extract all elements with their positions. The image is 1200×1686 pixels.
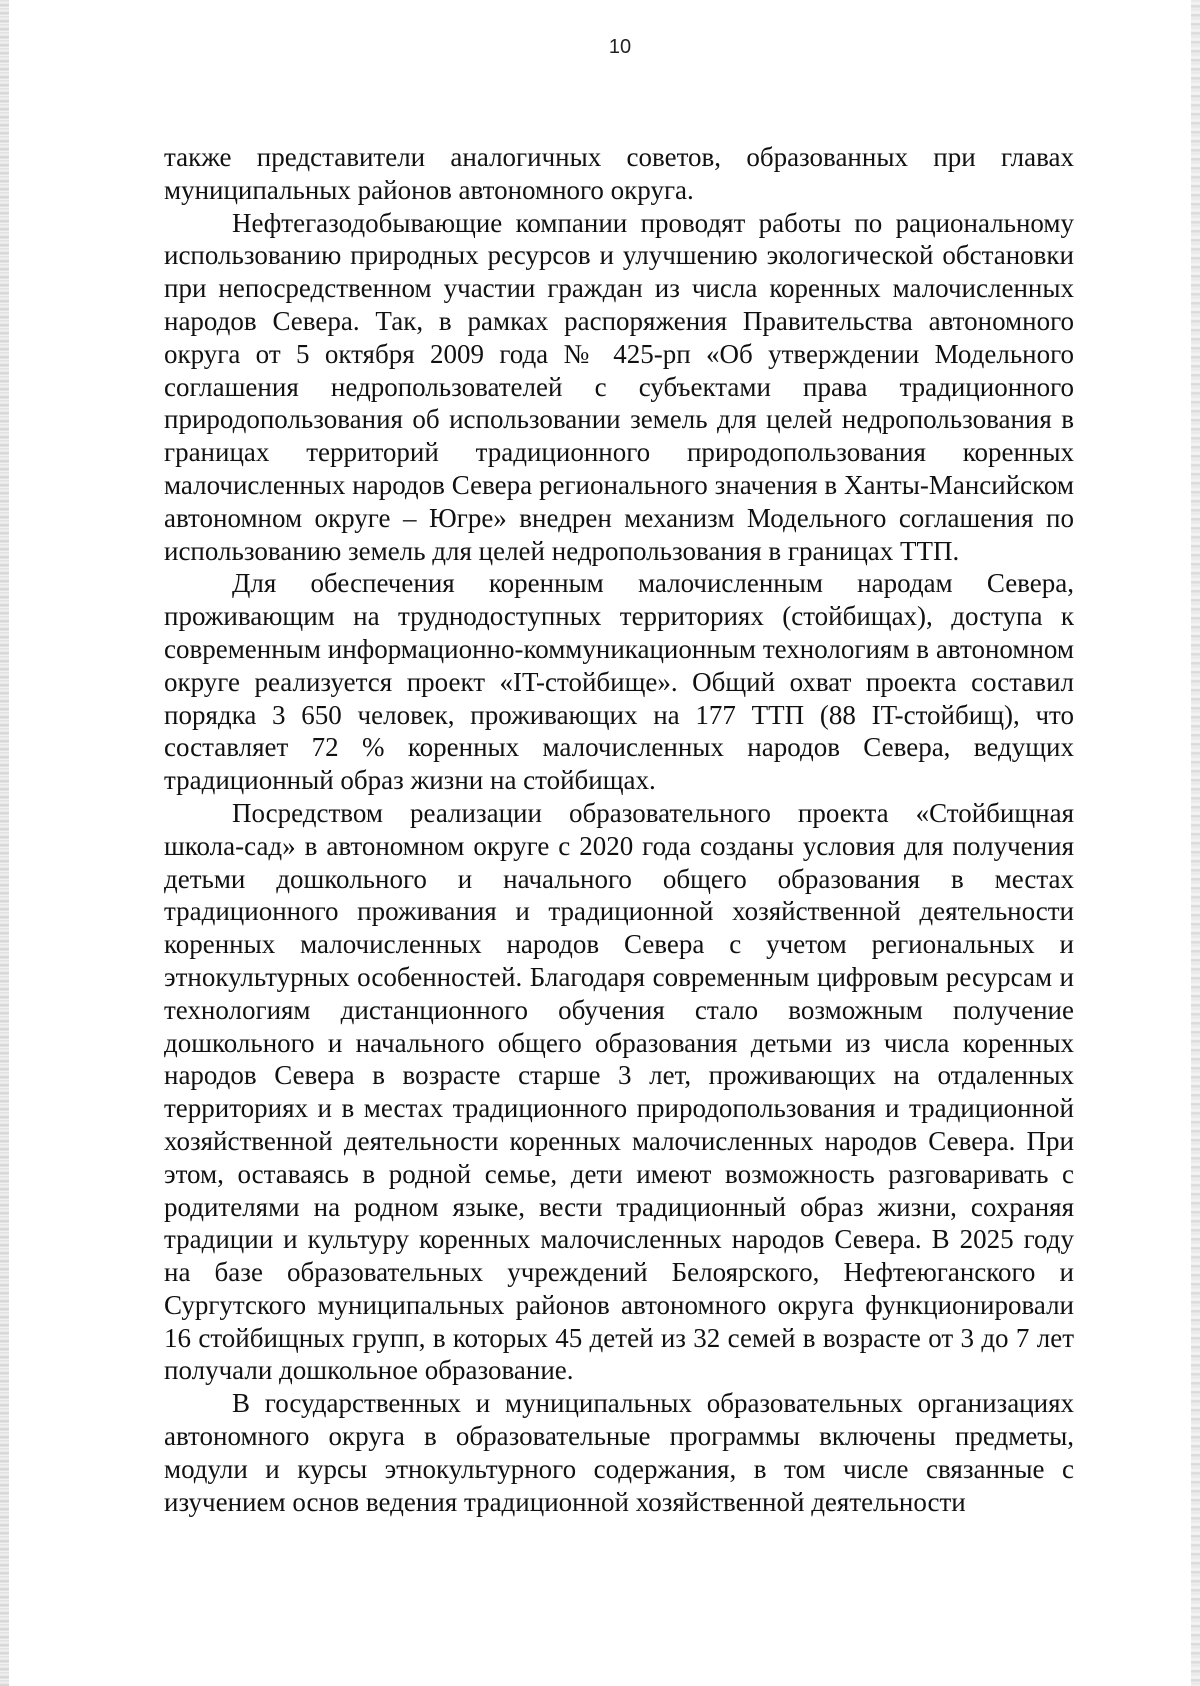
document-body	[164, 141, 1074, 1518]
paragraph-school-garden: Посредством реализации образовательного проекта «Стойбищная школа-сад» в автономном округе с 2020 года созданы условия для получения детьми дошкольного и начального общего образования в местах традиционного проживания и традиционной хозяйственной деятельности коренных малочисленных народов Севера с учетом региональных и этнокультурных особенностей. Благодаря современным цифровым ресурсам и технологиям дистанционного обучения стало возможным получение дошкольного и начального общего образования детьми из числа коренных народов Севера в возрасте старше 3 лет, проживающих на отдаленных территориях и в местах традиционного природопользования и традиционной хозяйственной деятельности коренных малочисленных народов Севера. При этом, оставаясь в родной семье, дети имеют возможность разговаривать с родителями на родном языке, вести традиционный образ жизни, сохраняя традиции и культуру коренных малочисленных народов Севера. В 2025 году на базе образовательных учреждений Белоярского, Нефтеюганского и Сургутского муниципальных районов автономного округа функционировали 16 стойбищных групп, в которых 45 детей из 32 семей в возрасте от 3 до 7 лет получали дошкольное образование.	[164, 797, 1074, 1386]
paragraph-educational-organizations: В государственных и муниципальных образовательных организациях автономного округа в образовательные программы включены предметы, модули и курсы этнокультурного содержания, в том числе связанные с изучением основ ведения традиционной хозяйственной деятельности	[164, 1388, 1074, 1517]
paragraph-it-stoibishche: Для обеспечения коренным малочисленным народам Севера, проживающим на труднодоступных территориях (стойбищах), доступа к современным информационно-коммуникационным технологиям в автономном округе реализуется проект «IT-стойбище». Общий охват проекта составил порядка 3 650 человек, проживающих на 177 ТТП (88 IT-стойбищ), что составляет 72 % коренных малочисленных народов Севера, ведущих традиционный образ жизни на стойбищах.	[164, 568, 1074, 796]
page-number: 10	[608, 36, 632, 58]
paragraph-oil-gas-companies: Нефтегазодобывающие компании проводят работы по рациональному использованию природных ресурсов и улучшению экологической обстановки при непосредственном участии граждан из числа коренных малочисленных народов Севера. Так, в рамках распоряжения Правительства автономного округа от 5 октября 2009 года № 425-рп «Об утверждении Модельного соглашения недропользователей с субъектами права традиционного природопользования об использовании земель для целей недропользования в границах территорий традиционного природопользования коренных малочисленных народов Севера регионального значения в Ханты-Мансийском автономном округе – Югре» внедрен механизм Модельного соглашения по использованию земель для целей недропользования в границах ТТП.	[164, 207, 1074, 566]
paragraph-continuation: также представители аналогичных советов, образованных при главах муниципальных районов автономного округа.	[164, 142, 1074, 205]
scan-edge-right	[1191, 0, 1200, 1686]
scan-edge-left	[0, 0, 9, 1686]
